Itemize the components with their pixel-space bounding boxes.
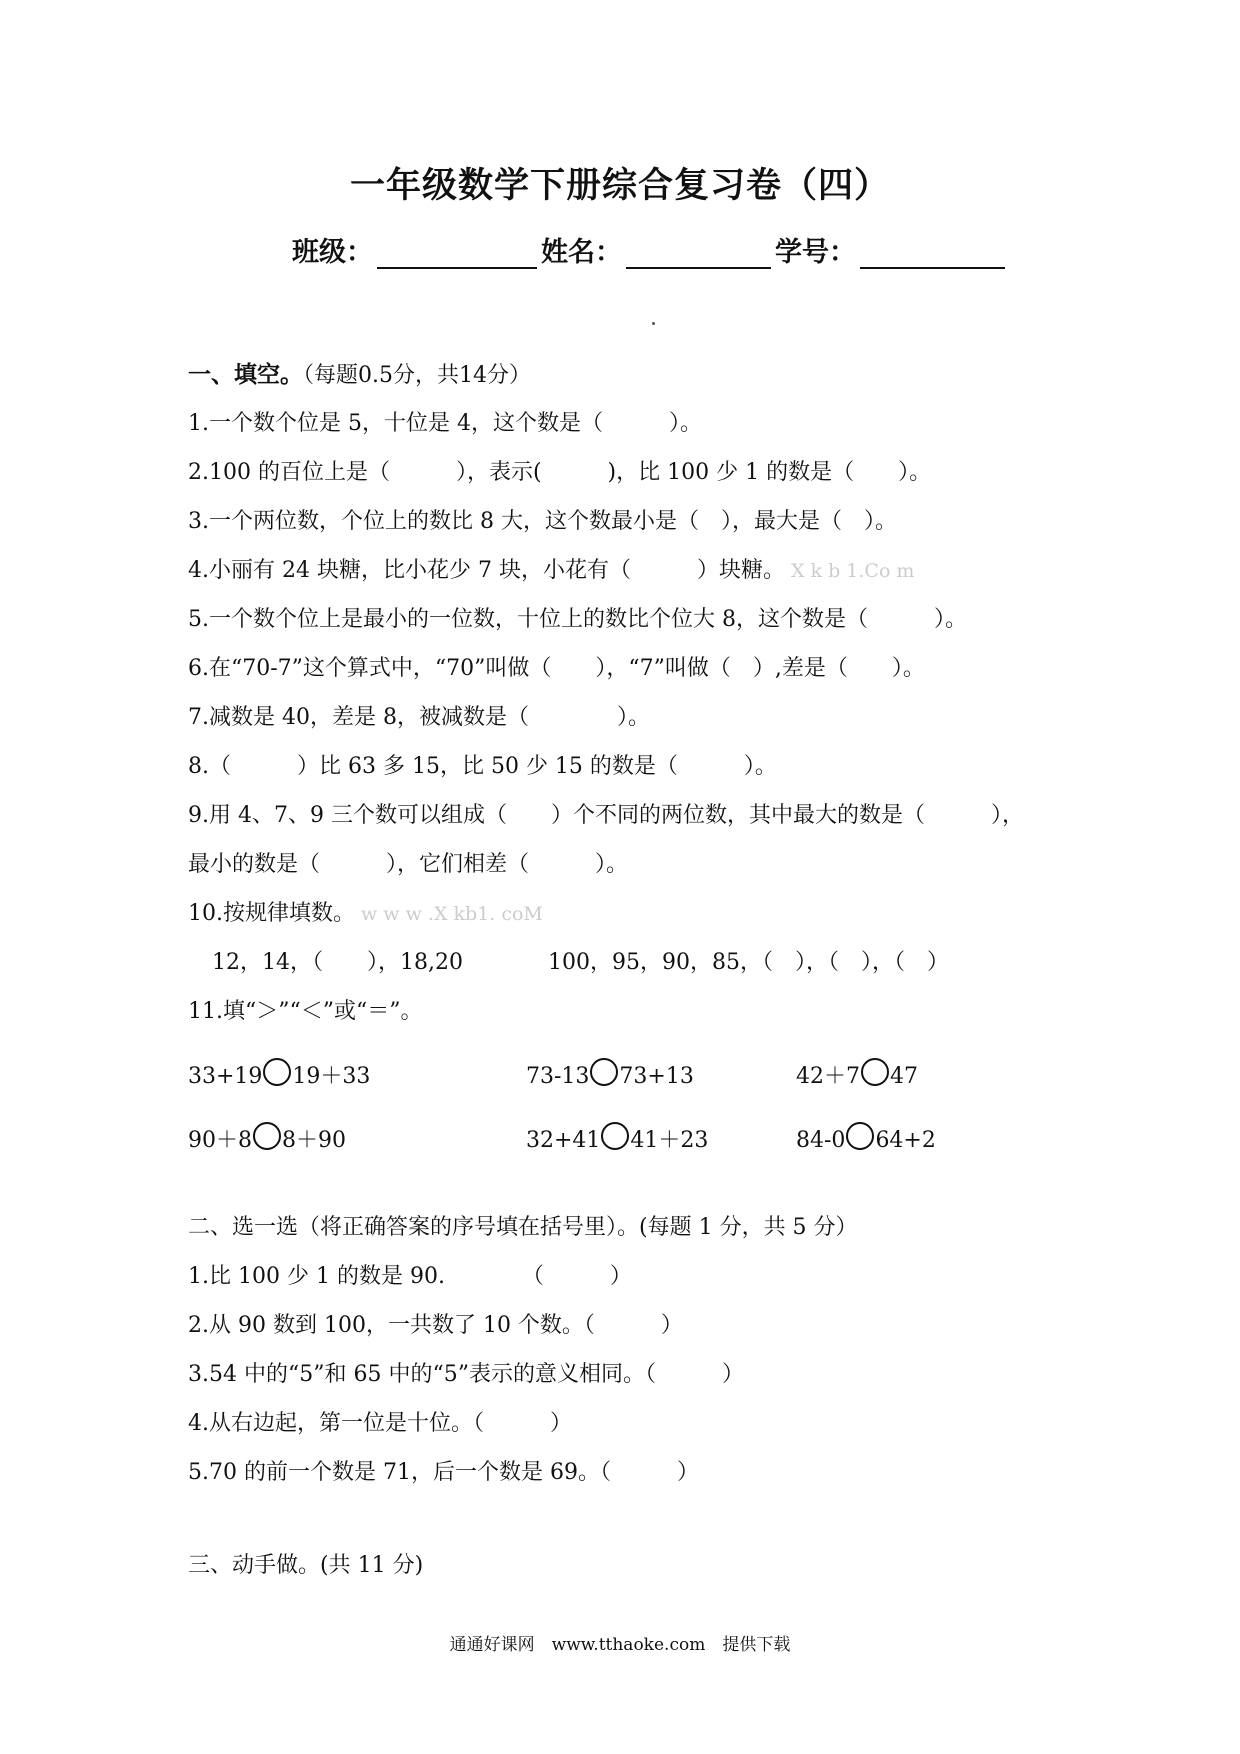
watermark-text: X k b 1.Co m xyxy=(790,560,915,582)
compare-left: 73-13 xyxy=(526,1064,590,1089)
compare-circle[interactable] xyxy=(601,1122,629,1150)
compare-left: 90＋8 xyxy=(188,1128,252,1153)
question-1-2: 2.100 的百位上是（ ），表示( )，比 100 少 1 的数是（ ）。 xyxy=(188,460,932,485)
question-2-5: 5.70 的前一个数是 71，后一个数是 69。（ ） xyxy=(188,1460,699,1485)
compare-left: 84-0 xyxy=(796,1128,846,1153)
section3-heading: 三、动手做。(共 11 分) xyxy=(188,1553,424,1578)
question-1-4-text: 4.小丽有 24 块糖，比小花少 7 块，小花有（ ）块糖。 xyxy=(188,558,785,583)
page-title: 一年级数学下册综合复习卷（四） xyxy=(349,165,890,206)
section1-title: 一、填空。 xyxy=(188,361,303,388)
section2-heading: 二、选一选（将正确答案的序号填在括号里）。(每题 1 分，共 5 分） xyxy=(188,1215,858,1240)
compare-left: 42＋7 xyxy=(796,1064,860,1089)
question-1-10-text: 10.按规律填数。 xyxy=(188,901,355,926)
class-field[interactable] xyxy=(377,237,537,269)
compare-item xyxy=(526,1058,694,1089)
section1-score-note: （每题0.5分，共14分） xyxy=(303,363,531,388)
scan-speck xyxy=(652,322,655,325)
class-label: 班级： xyxy=(292,237,373,268)
compare-item xyxy=(796,1058,918,1090)
question-1-5: 5.一个数个位上是最小的一位数，十位上的数比个位大 8，这个数是（ ）。 xyxy=(188,607,967,632)
name-label: 姓名： xyxy=(541,237,622,268)
question-1-6: 6.在“70-7”这个算式中，“70”叫做（ ），“7”叫做（ ）,差是（ ）。 xyxy=(188,656,925,681)
sequence-2: 100，95，90，85，（ ），（ ），（ ） xyxy=(548,950,949,975)
compare-right: 41＋23 xyxy=(630,1128,709,1153)
question-2-2: 2.从 90 数到 100，一共数了 10 个数。（ ） xyxy=(188,1313,683,1338)
compare-left: 33+19 xyxy=(188,1064,263,1089)
compare-circle[interactable] xyxy=(590,1058,618,1086)
watermark-text: w w w .X kb1. coM xyxy=(361,903,543,925)
name-field[interactable] xyxy=(626,237,771,269)
compare-left: 32+41 xyxy=(526,1128,601,1153)
question-1-10 xyxy=(188,896,543,927)
compare-item xyxy=(188,1122,346,1154)
compare-right: 64+2 xyxy=(875,1128,936,1153)
question-1-7: 7.减数是 40，差是 8，被减数是（ ）。 xyxy=(188,705,650,730)
question-2-3: 3.54 中的“5”和 65 中的“5”表示的意义相同。（ ） xyxy=(188,1362,744,1387)
footer-text: 通通好课网 www.tthaoke.com 提供下载 xyxy=(449,1635,791,1655)
compare-circle[interactable] xyxy=(861,1058,889,1086)
compare-right: 73+13 xyxy=(619,1064,694,1089)
question-2-1: 1.比 100 少 1 的数是 90. （ ） xyxy=(188,1264,632,1289)
question-1-9-line1: 9.用 4、7、9 三个数可以组成（ ）个不同的两位数，其中最大的数是（ ）， xyxy=(188,803,1024,828)
compare-circle[interactable] xyxy=(846,1122,874,1150)
compare-item xyxy=(796,1122,936,1153)
question-1-3: 3.一个两位数，个位上的数比 8 大，这个数最小是（ ），最大是（ ）。 xyxy=(188,509,897,534)
compare-circle[interactable] xyxy=(263,1058,291,1086)
compare-right: 19＋33 xyxy=(292,1064,371,1089)
question-2-4: 4.从右边起，第一位是十位。（ ） xyxy=(188,1411,572,1436)
question-1-1: 1.一个数个位是 5，十位是 4，这个数是（ ）。 xyxy=(188,411,702,436)
section1-heading xyxy=(188,356,531,389)
compare-right: 47 xyxy=(890,1064,918,1089)
question-1-9-line2: 最小的数是（ ），它们相差（ ）。 xyxy=(188,852,629,877)
id-label: 学号： xyxy=(775,237,856,268)
student-info-row xyxy=(292,230,1009,269)
compare-item xyxy=(526,1122,708,1154)
sequence-1: 12，14，（ ），18,20 xyxy=(212,950,463,975)
student-id-field[interactable] xyxy=(860,237,1005,269)
compare-right: 8＋90 xyxy=(282,1128,346,1153)
compare-item xyxy=(188,1058,370,1090)
compare-circle[interactable] xyxy=(253,1122,281,1150)
question-1-4 xyxy=(188,553,914,584)
question-1-11: 11.填“＞”“＜”或“＝”。 xyxy=(188,999,423,1024)
question-1-8: 8.（ ）比 63 多 15，比 50 少 15 的数是（ ）。 xyxy=(188,754,777,779)
